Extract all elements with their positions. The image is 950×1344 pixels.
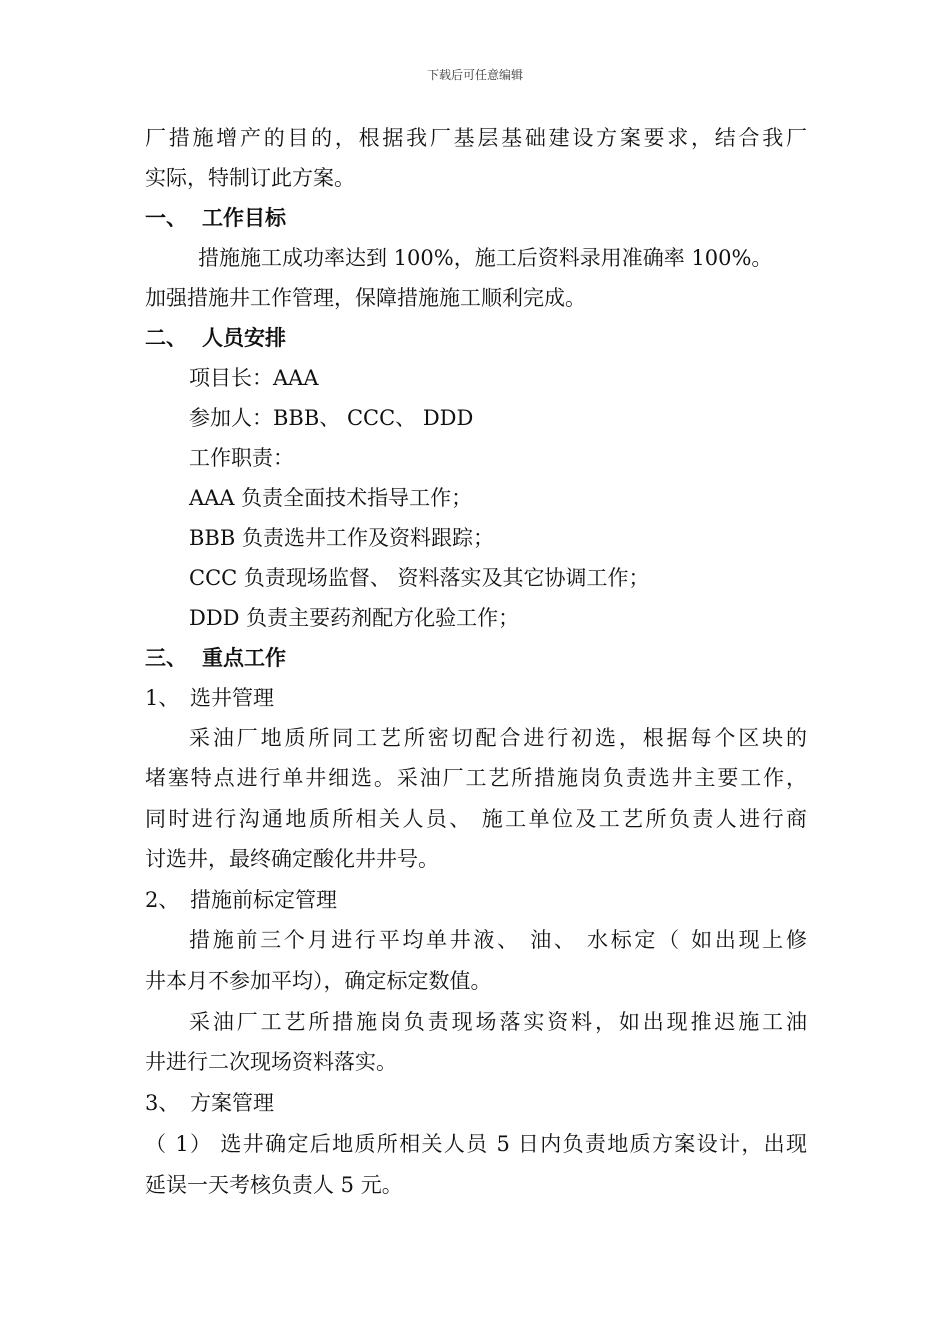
project-leader: 项目长：AAA bbox=[189, 366, 319, 390]
intro-line-1: 厂措施增产的目的，根据我厂基层基础建设方案要求，结合我厂 bbox=[145, 126, 807, 150]
section-3-title: 重点工作 bbox=[202, 645, 286, 670]
intro-line-2: 实际，特制订此方案。 bbox=[145, 166, 355, 190]
item-3-line: （ 1） 选井确定后地质所相关人员 5 日内负责地质方案设计，出现 bbox=[145, 1132, 807, 1156]
section-1-line-2: 加强措施井工作管理，保障措施施工顺利完成。 bbox=[145, 286, 586, 310]
duty-item: AAA 负责全面技术指导工作； bbox=[189, 486, 473, 510]
item-2-number: 2、 bbox=[145, 888, 180, 912]
section-2-heading bbox=[145, 324, 286, 352]
item-1-line: 堵塞特点进行单井细选。采油厂工艺所措施岗负责选井主要工作， bbox=[145, 766, 807, 790]
item-1-line: 采油厂地质所同工艺所密切配合进行初选，根据每个区块的 bbox=[189, 726, 807, 750]
item-1-heading bbox=[145, 684, 274, 712]
item-2-title: 措施前标定管理 bbox=[190, 888, 337, 912]
item-1-number: 1、 bbox=[145, 686, 180, 710]
item-2-line: 井进行二次现场资料落实。 bbox=[145, 1050, 397, 1074]
duty-item: CCC 负责现场监督、 资料落实及其它协调工作； bbox=[189, 566, 650, 590]
duty-item: BBB 负责选井工作及资料跟踪； bbox=[189, 526, 494, 550]
item-3-title: 方案管理 bbox=[190, 1091, 274, 1115]
section-2-title: 人员安排 bbox=[202, 325, 286, 350]
section-1-number: 一、 bbox=[145, 205, 187, 230]
duty-item: DDD 负责主要药剂配方化验工作； bbox=[189, 606, 520, 630]
item-2-line: 采油厂工艺所措施岗负责现场落实资料，如出现推迟施工油 bbox=[189, 1010, 807, 1034]
item-2-line: 措施前三个月进行平均单井液、 油、 水标定（ 如出现上修 bbox=[189, 928, 807, 952]
section-3-number: 三、 bbox=[145, 645, 187, 670]
item-3-number: 3、 bbox=[145, 1091, 180, 1115]
participants: 参加人：BBB、 CCC、 DDD bbox=[189, 406, 474, 430]
section-1-line-1: 措施施工成功率达到 100%，施工后资料录用准确率 100%。 bbox=[198, 246, 773, 270]
duties-title: 工作职责： bbox=[189, 446, 294, 470]
item-3-heading bbox=[145, 1089, 274, 1117]
section-2-number: 二、 bbox=[145, 325, 187, 350]
item-1-line: 同时进行沟通地质所相关人员、 施工单位及工艺所负责人进行商 bbox=[145, 807, 807, 831]
item-1-line: 讨选井，最终确定酸化井井号。 bbox=[145, 847, 439, 871]
section-3-heading bbox=[145, 644, 286, 672]
item-3-line: 延误一天考核负责人 5 元。 bbox=[145, 1173, 403, 1197]
item-2-line: 井本月不参加平均），确定标定数值。 bbox=[145, 969, 492, 993]
item-1-title: 选井管理 bbox=[190, 686, 274, 710]
section-1-heading bbox=[145, 204, 286, 232]
item-2-heading bbox=[145, 886, 337, 914]
page-header: 下载后可任意编辑 bbox=[426, 68, 523, 82]
section-1-title: 工作目标 bbox=[202, 205, 286, 230]
